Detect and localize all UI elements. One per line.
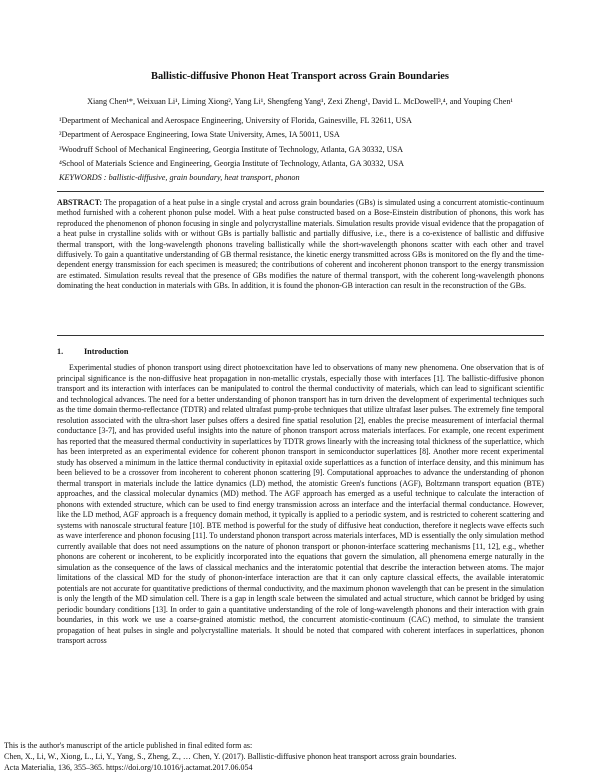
- abstract-top-rule: [57, 191, 544, 192]
- abstract-text: The propagation of a heat pulse in a single crystal and across grain boundaries (GBs) is simulated using a concurrent atomistic-continuum method furnished with a coherent phonon pulse model. With a heat pulse constructed based on a Bose-Einstein distribution of phonons, this work has reproduced the phenomenon of phonon focusing in single and polycrystalline materials. Simulation results provide visual evidence that the propagation of a heat pulse in crystalline solids with or without GBs is partially ballistic and partially diffusive, i.e., there is a co-existence of ballistic and diffusive thermal transport, with the long-wavelength phonons traveling ballistically while the short-wavelength phonons scatter with each other and travel diffusively. To gain a quantitative understanding of GB thermal resistance, the kinetic energy transmitted across GBs is monitored on the fly and the time-dependent energy transmission for each specimen is measured; the contributions of coherent and incoherent phonon transport to the energy transmission are estimated. Simulation results reveal that the presence of GBs modifies the nature of thermal transport, with the coherent long-wavelength phonons dominating the heat conduction in materials with GBs. In addition, it is found the phonon-GB interaction can result in the reconstruction of the GBs.: [57, 198, 544, 291]
- abstract-bottom-rule: [57, 335, 544, 336]
- abstract: [57, 198, 544, 292]
- footer-line-3: Acta Materialia, 136, 355–365. https://doi.org/10.1016/j.actamat.2017.06.054: [4, 763, 253, 772]
- affiliation-2: ²Department of Aerospace Engineering, Iowa State University, Ames, IA 50011, USA: [59, 130, 340, 140]
- affiliations: [59, 114, 549, 185]
- section-title: Introduction: [84, 347, 129, 356]
- author-list: Xiang Chen¹*, Weixuan Li¹, Liming Xiong², Yang Li¹, Shengfeng Yang¹, Zexi Zheng¹, David L. McDowell³,⁴, and Youping Chen¹: [87, 97, 513, 106]
- citation-footer: [4, 740, 600, 773]
- abstract-label: ABSTRACT:: [57, 198, 103, 207]
- footer-line-1: This is the author's manuscript of the article published in final edited form as:: [4, 741, 253, 750]
- introduction-paragraph: Experimental studies of phonon transport using direct photoexcitation have led to observations of many new phenomena. One observation that is of principal significance is the non-diffusive heat propagation in non-metallic crystals, especially those with interfaces [1]. The ballistic-diffusive phonon transport and its interaction with interfaces can be manipulated to control the thermal conductivity of materials, which can lead to significant scientific and technological advances. The need for a better understanding of phonon transport has in turn driven the development of experimental techniques such as the time domain thermo-reflectance (TDTR) and related ultrafast pump-probe techniques that utilize ultrafast laser pulses. The extremely fine temporal resolution associated with the ultra-short laser pulses offers a desired fine spatial resolution [2], enables the precise measurement of interfacial thermal conductance [3-7], and has provided useful insights into the nature of phonon transport across materials interfaces. For example, one recent experiment has reported that the measured thermal conductivity in superlattices by TDTR grows linearly with the increasing total thickness of the superlattice, which has been interpreted as an experimental evidence for coherent phonon transport in semiconductor superlattices [8]. Another more recent experimental study has observed a minimum in the lattice thermal conductivity in epitaxial oxide superlattices as a function of interface density, and this minimum has been believed to be a crossover from incoherent to coherent phonon scattering [9]. Computational approaches to advance the understanding of phonon thermal transport in materials include the lattice dynamics (LD) method, the atomistic Green's functions (AGF), Boltzmann transport equation (BTE) approaches, and the classical molecular dynamics (MD) method. The AGF approach has emerged as a useful technique to calculate the interaction of phonons with extended structure, which can be used to find energy transmission across an interface and the interfacial thermal conductance. However, like the LD method, AGF approach is a frequency domain method, it typically is applied to a periodic system, and is restricted to coherent scattering and systems with nanoscale structural feature [10]. BTE method is powerful for the study of diffusive heat conduction, therefore it neglects wave effects such as wave interference and phonon focusing [11]. To understand phonon transport across materials interfaces, MD is essentially the only simulation method currently available that does not need assumptions on the nature of phonon transport or phonon-interface scattering mechanisms [11, 12], e.g., whether phonons are coherent or incoherent, to be explicitly incorporated into the equations that govern the simulation, all phenomena emerge naturally in the simulation as the consequence of the laws of classical mechanics and the interatomic potential that describe the interaction between atoms. The major limitations of the classical MD for the study of phonon-interface interaction are that it can only capture classical effects, the available interatomic potentials are not accurate for quantitative predictions of thermal conductivity, and the maximum phonon wavelength that can be present in the simulation is only the length of the MD simulation cell. There is a gap in length scale between the simulated and actual structure, which cannot be bridged by using periodic boundary conditions [13]. In order to gain a quantitative understanding of the role of long-wavelength phonons and their interaction with grain boundaries, in this work we use a coarse-grained atomistic method, the concurrent atomistic-continuum (CAC) method, to simulate the transient propagation of heat pulses in single and polycrystalline materials. It should be noted that compared with coherent interfaces in superlattices, phonon transport across: [57, 363, 544, 645]
- section-heading: [57, 347, 128, 356]
- paper-title: Ballistic-diffusive Phonon Heat Transport across Grain Boundaries: [151, 71, 449, 82]
- affiliation-1: ¹Department of Mechanical and Aerospace Engineering, University of Florida, Gainesville, FL 32611, USA: [59, 116, 412, 125]
- footer-line-2: Chen, X., Li, W., Xiong, L., Li, Y., Yang, S., Zheng, Z., … Chen, Y. (2017). Ballistic-diffusive phonon heat transport across grain boundaries.: [4, 752, 457, 761]
- section-number: 1.: [57, 347, 64, 356]
- affiliation-4: ⁴School of Materials Science and Engineering, Georgia Institute of Technology, Atlanta, GA 30332, USA: [59, 158, 405, 168]
- affiliation-3: ³Woodruff School of Mechanical Engineering, Georgia Institute of Technology, Atlanta, GA 30332, USA: [59, 144, 404, 154]
- keywords: KEYWORDS : ballistic-diffusive, grain boundary, heat transport, phonon: [59, 173, 300, 183]
